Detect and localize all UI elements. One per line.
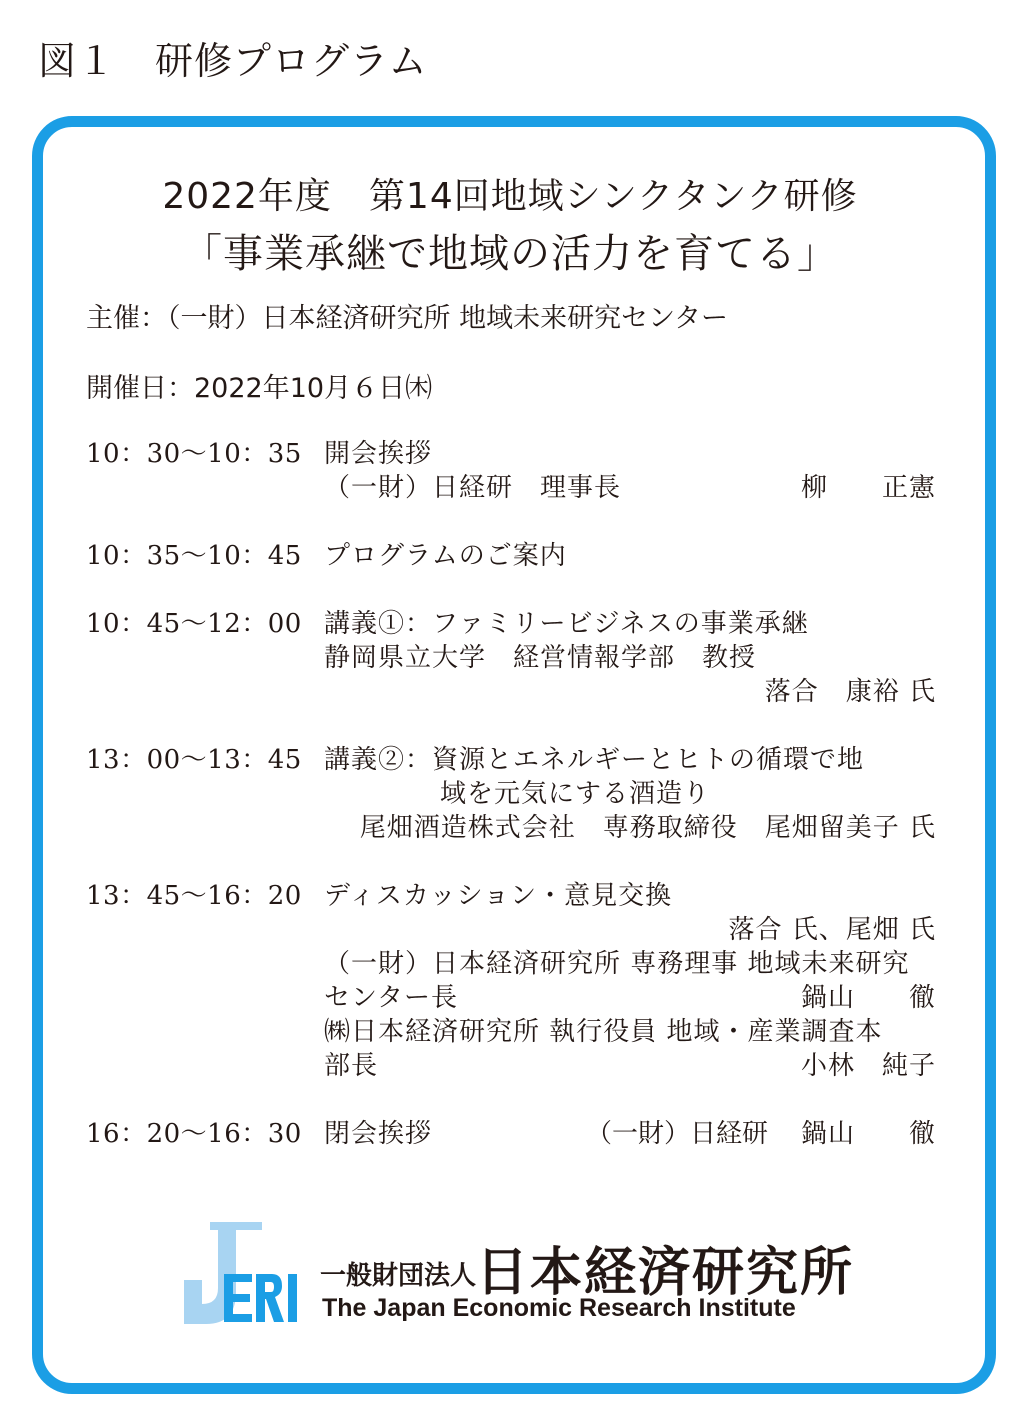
logo-en-name: The Japan Economic Research Institute — [322, 1294, 796, 1322]
schedule — [86, 437, 936, 1185]
jeri-logo — [170, 1222, 870, 1332]
speaker-affiliation: ㈱日本経済研究所 執行役員 地域・産業調査本 — [324, 1017, 883, 1047]
speaker-name: 落合 氏、尾畑 氏 — [728, 915, 936, 945]
speaker-affiliation: センター長 — [324, 983, 458, 1013]
speaker-name: 鍋山 徹 — [800, 1119, 936, 1149]
schedule-time: 10：45〜12：00 — [86, 609, 302, 639]
schedule-item — [86, 743, 936, 845]
speaker-affiliation: （一財）日経研 — [586, 1119, 769, 1149]
speaker-name: 尾畑酒造株式会社 専務取締役 尾畑留美子 氏 — [359, 813, 936, 843]
schedule-title: 講義②：資源とエネルギーとヒトの循環で地 — [324, 745, 865, 775]
schedule-title: 閉会挨拶 — [324, 1119, 433, 1149]
speaker-affiliation: （一財）日本経済研究所 専務理事 地域未来研究 — [324, 949, 910, 979]
schedule-item — [86, 539, 936, 573]
schedule-title: プログラムのご案内 — [324, 541, 567, 571]
schedule-title: 講義①：ファミリービジネスの事業承継 — [324, 609, 809, 639]
schedule-title: 開会挨拶 — [324, 439, 433, 469]
speaker-affiliation: 部長 — [324, 1051, 379, 1081]
schedule-item — [86, 607, 936, 709]
speaker-affiliation: （一財）日経研 理事長 — [324, 473, 622, 503]
schedule-item — [86, 437, 936, 505]
speaker-name: 鍋山 徹 — [800, 983, 936, 1013]
speaker-affiliation: 静岡県立大学 経営情報学部 教授 — [324, 643, 757, 673]
schedule-time: 16：20〜16：30 — [86, 1119, 302, 1149]
program-title-line1: 2022年度 第14回地域シンクタンク研修 — [162, 176, 858, 217]
jeri-logo-icon — [170, 1222, 310, 1332]
event-date: 開催日：2022年10月６日㈭ — [86, 373, 433, 404]
schedule-time: 10：35〜10：45 — [86, 541, 302, 571]
schedule-item — [86, 879, 936, 1083]
figure-title: 図１ 研修プログラム — [38, 39, 428, 83]
logo-jp-big: 日本経済研究所 — [476, 1243, 855, 1303]
speaker-name: 小林 純子 — [800, 1051, 936, 1081]
schedule-time: 10：30〜10：35 — [86, 439, 302, 469]
speaker-name: 落合 康裕 氏 — [764, 677, 936, 707]
organizer-line: 主催：（一財）日本経済研究所 地域未来研究センター — [86, 303, 729, 334]
speaker-name: 柳 正憲 — [800, 473, 936, 503]
program-title-line2: 「事業承継で地域の活力を育てる」 — [182, 231, 838, 277]
schedule-item — [86, 1117, 936, 1151]
schedule-title: ディスカッション・意見交換 — [324, 881, 673, 911]
schedule-time: 13：00〜13：45 — [86, 745, 302, 775]
schedule-title-continued: 域を元気にする酒造り — [440, 779, 711, 809]
schedule-time: 13：45〜16：20 — [86, 881, 302, 911]
logo-jp-small: 一般財団法人 — [320, 1261, 477, 1291]
